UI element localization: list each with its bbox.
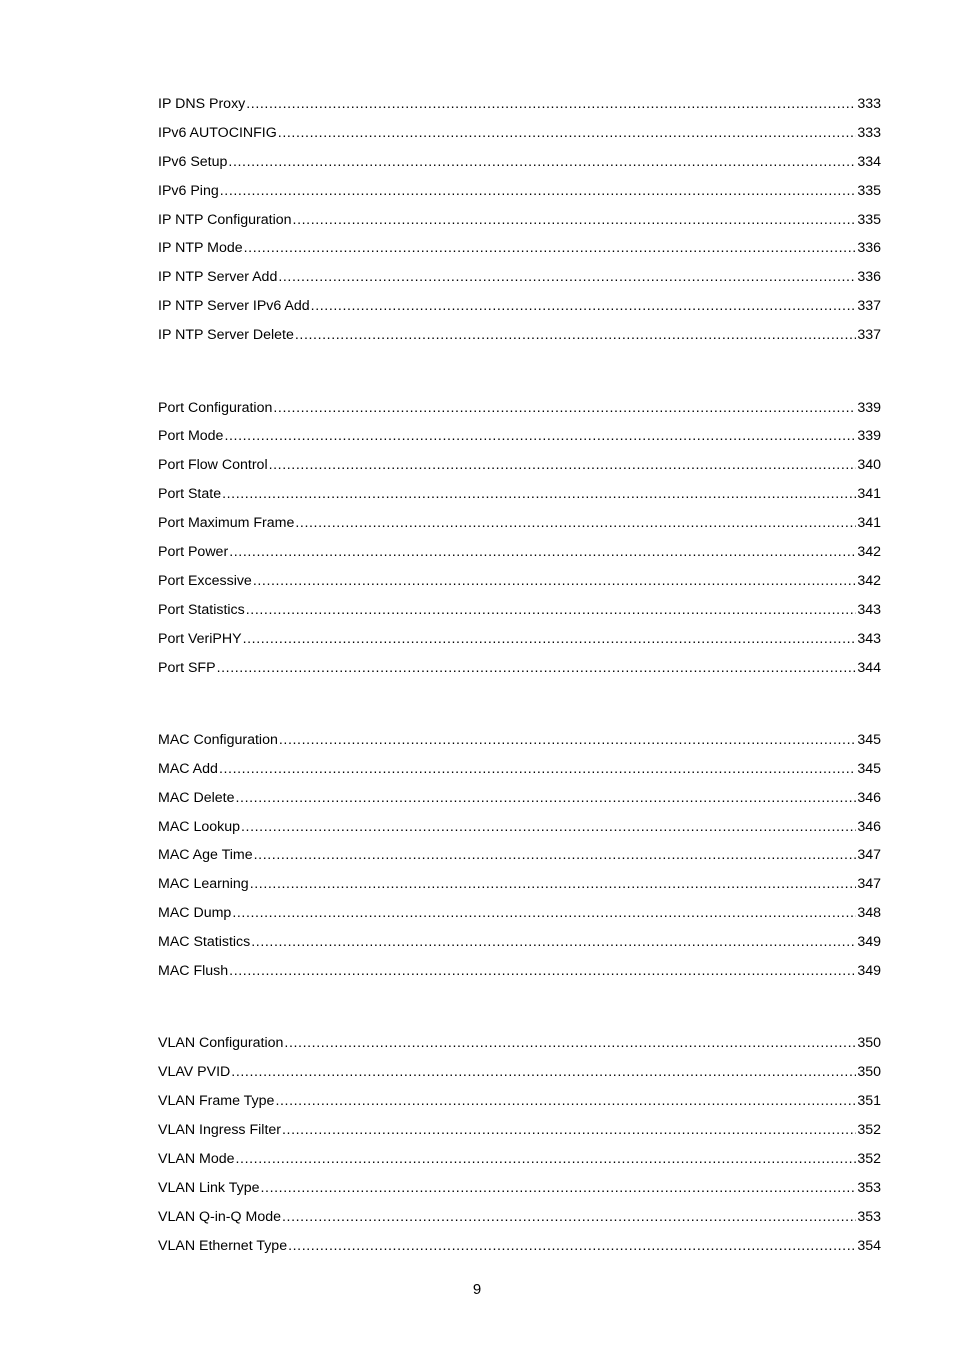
dot-leader [222,480,856,509]
dot-leader [293,206,857,235]
toc-entry[interactable] [158,451,881,480]
dot-leader [269,451,857,480]
toc-entry-title: MAC Age Time [158,847,253,864]
toc-entry-page: 352 [857,1122,881,1139]
toc-entry-page: 342 [857,572,881,589]
dot-leader [224,422,856,451]
toc-entry-title: VLAN Configuration [158,1035,284,1052]
toc-entry[interactable] [158,1087,881,1116]
toc-entry[interactable] [158,422,881,451]
toc-entry-page: 334 [857,153,881,170]
dot-leader [295,321,856,350]
toc-entry[interactable] [158,394,881,423]
toc-entry-title: Port Power [158,543,229,560]
dot-leader [217,654,857,683]
toc-entry-page: 336 [857,240,881,257]
toc-entry-title: VLAN Mode [158,1151,235,1167]
toc-entry[interactable] [158,177,881,206]
toc-entry-title: VLAN Ingress Filter [158,1122,281,1139]
toc-entry[interactable] [158,119,881,148]
toc-entry-page: 347 [857,847,881,864]
toc-entry[interactable] [158,870,881,899]
toc-entry[interactable] [158,263,881,292]
toc-entry-title: MAC Lookup [158,818,241,835]
dot-leader [250,870,857,899]
toc-entry-page: 335 [857,211,881,228]
dot-leader [232,899,856,928]
toc-entry-page: 347 [857,876,881,893]
dot-leader [295,509,856,538]
table-of-contents [158,90,881,1304]
toc-entry[interactable] [158,90,881,119]
toc-entry[interactable] [158,1174,881,1203]
toc-entry[interactable] [158,596,881,625]
toc-entry-title: MAC Add [158,760,218,777]
toc-entry-title: MAC Learning [158,876,249,893]
dot-leader [235,784,856,813]
toc-entry-page: 348 [857,905,881,922]
dot-leader [282,1116,856,1145]
toc-entry-title: IP NTP Configuration [158,211,292,228]
toc-entry[interactable] [158,321,881,350]
toc-entry[interactable] [158,234,881,263]
toc-entry[interactable] [158,1058,881,1087]
toc-entry[interactable] [158,1116,881,1145]
dot-leader [228,148,856,177]
dot-leader [278,119,857,148]
dot-leader [244,234,857,263]
toc-entry-title: VLAN Frame Type [158,1093,275,1110]
dot-leader [278,263,856,292]
toc-entry-title: MAC Dump [158,905,232,922]
dot-leader [241,813,856,842]
toc-entry-title: Port State [158,486,222,503]
dot-leader [279,726,856,755]
dot-leader [253,567,857,596]
toc-entry-page: 333 [857,124,881,141]
toc-entry-page: 354 [857,1237,881,1254]
dot-leader [243,625,857,654]
toc-entry-page: 342 [857,543,881,560]
toc-entry-page: 351 [857,1093,881,1110]
toc-entry[interactable] [158,567,881,596]
toc-entry-title: Port Maximum Frame [158,515,295,532]
toc-group [158,1029,881,1260]
toc-entry[interactable] [158,1232,881,1261]
toc-entry-title: IP DNS Proxy [158,96,246,112]
toc-entry-page: 343 [857,630,881,647]
dot-leader [284,1029,856,1058]
toc-entry-title: Port VeriPHY [158,630,242,647]
toc-group [158,90,881,350]
dot-leader [246,596,857,625]
toc-entry-title: IP NTP Mode [158,240,243,257]
toc-entry-page: 349 [857,934,881,951]
toc-entry[interactable] [158,538,881,567]
toc-entry-title: IP NTP Server Delete [158,327,294,344]
toc-entry[interactable] [158,841,881,870]
toc-entry[interactable] [158,148,881,177]
toc-entry[interactable] [158,292,881,321]
toc-entry-page: 345 [857,731,881,748]
toc-entry-page: 349 [857,963,881,980]
toc-entry-title: Port Statistics [158,601,245,618]
toc-entry[interactable] [158,899,881,928]
dot-leader [275,1087,856,1116]
toc-entry[interactable] [158,726,881,755]
toc-entry[interactable] [158,509,881,538]
toc-entry-page: 353 [857,1179,881,1196]
toc-entry-title: IPv6 Ping [158,182,219,199]
toc-entry-page: 346 [857,789,881,806]
page-number: 9 [472,1281,482,1298]
dot-leader [220,177,857,206]
toc-entry-page: 352 [857,1151,881,1167]
toc-entry[interactable] [158,784,881,813]
toc-entry-page: 350 [857,1064,881,1081]
toc-entry-page: 343 [857,601,881,618]
dot-leader [219,755,856,784]
toc-entry-title: Port Flow Control [158,457,268,474]
dot-leader [288,1232,856,1261]
dot-leader [260,1174,856,1203]
dot-leader [282,1203,856,1232]
toc-entry-page: 335 [857,182,881,199]
toc-entry[interactable] [158,1029,881,1058]
toc-entry-page: 346 [857,818,881,835]
toc-entry-title: Port Configuration [158,399,273,416]
toc-entry[interactable] [158,206,881,235]
dot-leader [251,928,856,957]
toc-entry[interactable] [158,654,881,683]
toc-entry-title: IPv6 Setup [158,153,228,170]
dot-leader [236,1145,857,1174]
toc-entry-title: MAC Flush [158,963,229,980]
toc-entry-title: IPv6 AUTOCINFIG [158,124,277,141]
toc-group [158,394,881,683]
toc-entry-title: Port Excessive [158,572,252,589]
toc-entry-title: VLAN Q-in-Q Mode [158,1208,281,1225]
toc-entry-page: 345 [857,760,881,777]
toc-entry-title: VLAV PVID [158,1064,231,1081]
dot-leader [246,90,856,119]
dot-leader [254,841,857,870]
toc-entry-title: Port Mode [158,428,224,445]
toc-entry[interactable] [158,1145,881,1174]
toc-entry-page: 339 [857,399,881,416]
toc-entry[interactable] [158,755,881,784]
toc-entry-page: 350 [857,1035,881,1052]
toc-entry-title: MAC Delete [158,789,235,806]
dot-leader [273,394,856,423]
toc-entry-title: VLAN Link Type [158,1179,260,1196]
dot-leader [229,957,856,986]
toc-entry-title: IP NTP Server IPv6 Add [158,298,310,315]
toc-entry-page: 353 [857,1208,881,1225]
dot-leader [311,292,857,321]
toc-entry-title: MAC Statistics [158,934,251,951]
toc-entry-title: IP NTP Server Add [158,269,278,286]
toc-entry[interactable] [158,928,881,957]
toc-entry-page: 344 [857,659,881,676]
toc-entry-title: MAC Configuration [158,731,278,748]
dot-leader [229,538,856,567]
toc-entry[interactable] [158,813,881,842]
toc-entry[interactable] [158,480,881,509]
dot-leader [231,1058,856,1087]
toc-entry-page: 333 [857,96,881,112]
toc-entry-page: 341 [857,486,881,503]
toc-group [158,726,881,986]
toc-entry[interactable] [158,957,881,986]
toc-entry-title: VLAN Ethernet Type [158,1237,288,1254]
toc-entry[interactable] [158,625,881,654]
toc-entry-page: 337 [857,298,881,315]
toc-entry-page: 341 [857,515,881,532]
toc-entry-page: 337 [857,327,881,344]
toc-entry[interactable] [158,1203,881,1232]
toc-entry-page: 336 [857,269,881,286]
toc-entry-title: Port SFP [158,659,216,676]
toc-entry-page: 340 [857,457,881,474]
toc-entry-page: 339 [857,428,881,445]
